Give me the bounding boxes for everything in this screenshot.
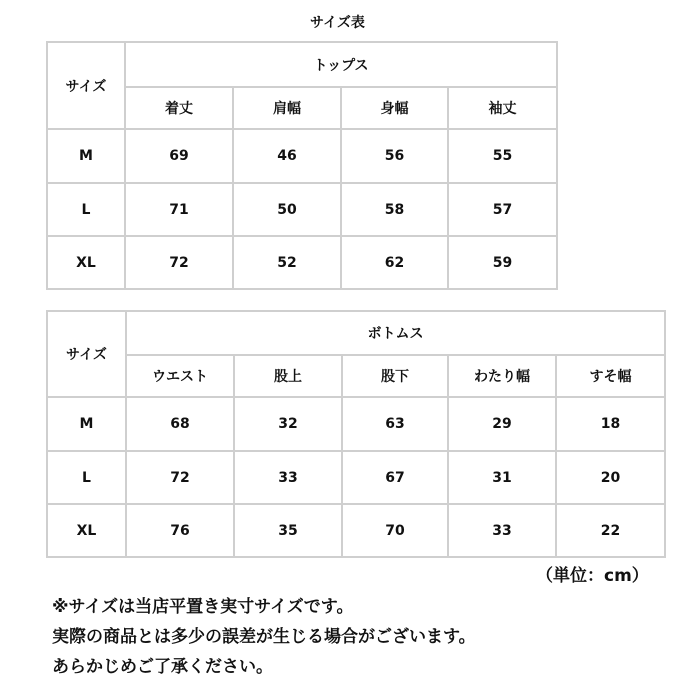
value-cell: 46 (233, 129, 341, 183)
value-cell: 57 (448, 183, 557, 236)
value-cell: 72 (126, 451, 234, 504)
table-row (47, 504, 665, 557)
value-cell: 18 (556, 397, 665, 451)
value-cell: 50 (233, 183, 341, 236)
bottoms-size-table (46, 310, 666, 558)
value-cell: 71 (125, 183, 233, 236)
value-cell: 55 (448, 129, 557, 183)
size-cell: XL (47, 236, 125, 289)
column-header: 身幅 (341, 87, 448, 129)
tops-group-header: トップス (125, 42, 557, 87)
value-cell: 58 (341, 183, 448, 236)
value-cell: 68 (126, 397, 234, 451)
note-line: ※サイズは当店平置き実寸サイズです。 (52, 597, 354, 617)
value-cell: 52 (233, 236, 341, 289)
value-cell: 35 (234, 504, 342, 557)
value-cell: 72 (125, 236, 233, 289)
column-header: すそ幅 (556, 355, 665, 397)
table-row (47, 397, 665, 451)
note-line: 実際の商品とは多少の誤差が生じる場合がございます。 (52, 627, 476, 647)
value-cell: 56 (341, 129, 448, 183)
bottoms-group-header: ボトムス (126, 311, 665, 355)
size-cell: L (47, 183, 125, 236)
size-header: サイズ (47, 311, 126, 397)
table-row (47, 451, 665, 504)
column-header: ウエスト (126, 355, 234, 397)
value-cell: 62 (341, 236, 448, 289)
size-header: サイズ (47, 42, 125, 129)
value-cell: 70 (342, 504, 448, 557)
value-cell: 22 (556, 504, 665, 557)
column-header: 着丈 (125, 87, 233, 129)
value-cell: 20 (556, 451, 665, 504)
column-header: わたり幅 (448, 355, 556, 397)
table-row (47, 236, 557, 289)
size-cell: M (47, 129, 125, 183)
value-cell: 59 (448, 236, 557, 289)
column-header: 股下 (342, 355, 448, 397)
value-cell: 29 (448, 397, 556, 451)
column-header: 肩幅 (233, 87, 341, 129)
value-cell: 32 (234, 397, 342, 451)
size-cell: L (47, 451, 126, 504)
column-header: 袖丈 (448, 87, 557, 129)
column-header: 股上 (234, 355, 342, 397)
table-row (47, 183, 557, 236)
unit-label: （単位：cm） (536, 566, 649, 586)
value-cell: 33 (448, 504, 556, 557)
value-cell: 33 (234, 451, 342, 504)
value-cell: 69 (125, 129, 233, 183)
notes (52, 592, 476, 682)
tops-size-table (46, 41, 558, 290)
value-cell: 76 (126, 504, 234, 557)
value-cell: 31 (448, 451, 556, 504)
value-cell: 67 (342, 451, 448, 504)
table-row (47, 129, 557, 183)
size-cell: XL (47, 504, 126, 557)
note-line: あらかじめご了承ください。 (52, 657, 273, 677)
size-chart-title: サイズ表 (310, 15, 365, 31)
size-cell: M (47, 397, 126, 451)
value-cell: 63 (342, 397, 448, 451)
